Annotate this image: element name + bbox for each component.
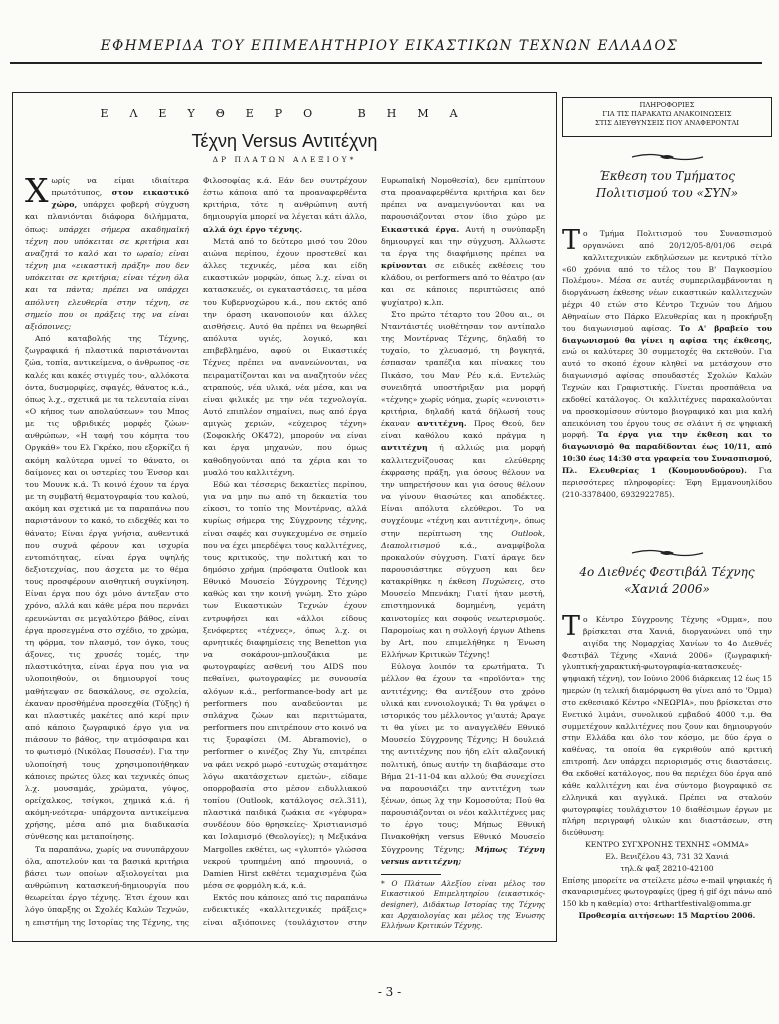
text: ωρίς να είμαι ιδιαίτερα πρωτότυπος,: [51, 176, 189, 198]
drop-cap: Τ: [562, 225, 581, 256]
text: σε ειδικές εκθέσεις του κλάδου, οι performers από το θέατρο (αν και σε κάποιες περιπτώσεις από ψυχίατρο) κ.λπ.: [381, 261, 545, 307]
masthead-rule: [10, 62, 762, 64]
text: στον εικαστικό χώρο,: [51, 188, 189, 210]
deadline: Προθεσμία αιτήσεων: 15 Μαρτίου 2006.: [578, 911, 756, 921]
text: Στο πρώτο τέταρτο του 20ου αι., οι Νταντάιστές υιοθέτησαν τον αντίπαλο της Μοντέρνας Τέχνης, δηλαδή το τυχαίο, το χλευασμό, τη βογκητά, έσπασαν τραπέζια και πίνακες του Πικάσο, του Μαν Ρέυ κ.ά. Εντελώς συνειδητά υποστήριξαν μια μορφή «τέχνης» χωρίς νόημα, χωρίς «εννοιστι» κριτήρια, δηλαδή κατά δήλωσή τους έκαναν: [381, 309, 545, 429]
article-body: [25, 171, 545, 935]
paragraph: [381, 661, 545, 868]
text: Για περισσότερες πληροφορίες: Έφη Εμμανουηλίδου (210-3378400, 6932922785).: [562, 465, 772, 499]
paragraph: Μετά από το δεύτερο μισό του 20ου αιώνα περίπου, έχουν προστεθεί και άλλες τεχνικές, μέσα και είδη εικαστικών μορφών, όπως λ.χ. είναι οι κατασκευές, οι εγκαταστάσεις, τα μέσα του Κυβερνοχώρου κ.ά., που εκτός από την όραση ικανοποιούν και άλλες αισθήσεις. Αυτό θα πρέπει να θεωρηθεί απόλυτα υγιές, λογικό, και επιβεβλημένο, αφού οι Εικαστικές Τέχνες πρέπει να ανανεώνονται, να πειραματίζονται και να αναζητούν νέες ατραπούς, νέα υλικά, νέα μέσα, και να είναι φιλικές με την νέα τεχνολογία. Αυτό επιπλέον σημαίνει, πως από έργα αμιγώς χεριών, «εύχειρος τέχνη» (Σοφοκλής ΟΚ472), μπορούν να είναι και έργα μηχανών, που όμως καθοδηγούνται από τα χέρια και το μυαλό του καλλιτέχνη.: [203, 236, 367, 477]
text: Εύλογα λοιπόν τα ερωτήματα. Τι μέλλον θα έχουν τα «προϊόντα» της αντιτέχνης; Θα αντέξουν στο χρόνο υλικά και εννοιολογικά; Τι θα γράψει ο ιστορικός του μέλλοντος γι'αυτά; Άραγε τι θα γίνει με το αναγγελθέν Εθνικό Μουσείο Σύγχρονης Τέχνης; Η δουλειά της αντιτέχνης που ήδη ελίτ αλαζονική πολιτική, όπως αυτήν τη διαβάσαμε στο Βήμα 21-11-04 και αλλού; Θα συνεχίσει να παρουσιάζει την αντιτέχνη των ξένων, όπως λχ την Κομοσούτα; Πού θα παρουσιάζονται οι νέοι καλλιτέχνες μας το έργο τους; Μήπως Εθνική Πινακοθήκη versus Εθνικό Μουσείο Σύγχρονης Τέχνης;: [381, 662, 545, 854]
paragraph: Εδώ και τέσσερις δεκαετίες περίπου, για να μην πω από τη δεκαετία του είκοσι, το τοπίο της Μοντέρνας, αλλά κυρίως σήμερα της Σύγχρονης τέχνης, είναι σαφές και συγκεχυμένο σε σημείο που να έχει μπερδέψει τους καλλιτέχνες, τους κριτικούς, την πολιτική και το δημόσιο χρήμα (πρόσφατα Outlook και Εθνικό Μουσείο Σύγχρονης Τέχνης) καθώς και την κοινή γνώμη. Στο χώρο των Εικαστικών Τεχνών έχουν εντρυφήσει και «άλλοι είδους ξενόφερτες «τέχνες», όπως λ.χ. οι αρνητικές διαφημίσεις της Benetton για να σοκάρουν-μπλουζάκια με φωτογραφίες ασθενή του AIDS που πεθαίνει, φωτογραφίες με συνουσία αλόγων κ.ά., performance-body art με performers που αναδεύονται με σπλάχνα ζώων και περιττώματα, performers που επιτρέπουν στο κοινό να τις ξυραφίσει (M. Abramovic), ο performer ο κινέζος Zhy Yu, επιτρέπει να φάει νεκρό μωρό -ευτυχώς σταμάτησε λόγω ακατάσχετων εμετών-, είδαμε οπορροβασία στο μέσον ειδυλλιακού τοπίου (Outlook, κατάλογος σελ.311), πλαστικά παιδικά ζωάκια σε «γέφυρα» συνδέουν δύο θρησκείες- Χριστιανισμό και Ισλαμισμό (Θεολογίες); η Μεξικάνα Margolles εκθέτει, ως «γλυπτό» γλώσσα νεκρού τρυπημένη από πηρουνιά, ο Damien Hirst εκθέτει τεμαχισμένα ζώα μέσα σε φορμόλη κ.ά, κ.ά.: [203, 479, 367, 891]
byline: ΔΡ ΠΛΑΤΩΝ ΑΛΕΞΙΟΥ*: [212, 155, 357, 164]
sidebar-heading: [562, 168, 772, 202]
notice-line: ΣΤΙΣ ΔΙΕΥΘΥΝΣΕΙΣ ΠΟΥ ΑΝΑΦΕΡΟΝΤΑΙ: [594, 119, 740, 128]
heading-line: Έκθεση του Τμήματος: [599, 169, 735, 183]
address-line: Ελ. Βενιζέλου 43, 731 32 Χανιά: [605, 851, 729, 861]
text: , στο Μουσείο Μπενάκη; Γιατί ήταν μεστή, επιστημονικά δομημένη, γεμάτη καινοτομίες και σοφούς νεωτερισμούς. Παρομοίως και η συλλογή έργων Athens by Art, που επιμελήθηκε η Ένωση Ελλήνων Κριτικών Τέχνης!: [381, 577, 545, 660]
text: Εκτός που κάποιες από τις παραπάνω ενδεικτικές «καλλιτεχνικές πράξεις» είναι αξιόποινες (τουλάχιστον στην Ευρωπαϊκή Νομοθεσία), δεν εμπίπτουν στα προαναφερθέντα κριτήρια και δεν πρέπει να αναμειγνύονται και να παρουσιάζονται στον ίδιο χώρο με: [203, 176, 545, 927]
text: Τα έργα για την έκθεση και το διαγωνισμό θα παραδίδονται έως 10/11, από 10:30 έως 14:30 στα γραφεία του Συνασπισμού, Πλ. Ελευθερίας 1 (Κουμουνδούρου).: [562, 430, 772, 475]
text: υπάρχει φοβερή σύγχυση και πλανιόνται διάφορα διλήμματα, όπως:: [25, 200, 189, 234]
notice-box: [562, 97, 772, 137]
text: Το Α' βραβείο του διαγωνισμού θα γίνει η αφίσα της έκθεσης,: [562, 323, 772, 345]
masthead: ΕΦΗΜΕΡΙΔΑ ΤΟΥ ΕΠΙΜΕΛΗΤΗΡΙΟΥ ΕΙΚΑΣΤΙΚΩΝ ΤΕΧΝΩΝ ΕΛΛΑΔΟΣ: [100, 38, 679, 54]
notice-line: ΓΙΑ ΤΙΣ ΠΑΡΑΚΑΤΩ ΑΝΑΚΟΙΝΩΣΕΙΣ: [602, 110, 732, 119]
text: αντιτέχνη.: [417, 419, 467, 429]
footnote-rule: [381, 874, 441, 875]
text: κρίνονται: [381, 261, 427, 271]
article-title: Τέχνη Versus Αντιτέχνη: [191, 131, 378, 151]
footnote: * Ο Πλάτων Αλεξίου είναι μέλος του Εικαστικού Επιμελητηρίου (εικαστικός-designer), Διδάκτωρ Ιστορίας της Τέχνης και Αρχαιολογίας και μέλος της Ένωσης Ελλήνων Κριτικών Τέχνης.: [381, 878, 545, 931]
notice-line: ΠΛΗΡΟΦΟΡΙΕΣ: [639, 101, 695, 109]
drop-cap: Τ: [562, 611, 581, 642]
text: ο Κέντρο Σύγχρονης Τέχνης «Όμμα», που βρίσκεται στα Χανιά, διοργανώνει υπό την αιγίδα της Νομαρχίας Χανίων το 4ο Διεθνές Φεστιβάλ Τέχνης «Χανιά 2006» (ζωγραφική-γλυπτική-χαρακτική-φωτογραφία-κατασκευές-ψηφιακή τέχνη), τον Ιούνιο 2006 διάρκειας 12 έως 15 ημερών (η τελική διαμόρφωση θα γίνει από το 'Όμμα) στο εκθεσιακό Κέντρο «ΝΕΩΡΙΑ», που βρίσκεται στο Ενετικό λιμάνι, συνολικού εμβαδού 4000 τ.μ. Θα συμμετέχουν καλλιτέχνες που ζουν και δημιουργούν στην Ελλάδα και όλο τον κόσμο, με δύο έργα ο καθένας, τα οποία θα εγκριθούν από κριτική επιτροπή. Δεν υπάρχει περιορισμός στις διαστάσεις. Θα εκδοθεί κατάλογος, που θα περιέχει δύο έργα από κάθε καλλιτέχνη και ένα σύντομο βιογραφικό σε ελληνικά και αγγλικά. Πρέπει να σταλούν φωτογραφίες τουλάχιστον 10 διαθέσιμων έργων με πλήρη περιγραφή υλικών και διαστάσεων, στη διεύθυνση:: [562, 615, 772, 838]
paragraph: Επίσης μπορείτε να στείλετε μέσω e-mail ψηφιακές ή σκαναρισμένες φωτογραφίες (jpeg ή gif όχι πάνω από 150 kb η καθεμία) στο: 4rthartfestival@omma.gr: [562, 875, 772, 909]
text: ο Τμήμα Πολιτισμού του Συνασπισμού οργανώνει από 20/12/05-8/01/06 σειρά καλλιτεχνικών εκδηλώσεων με κεντρικό τίτλο «60 χρόνια από το τέλος του Β' Παγκοσμίου Πολέμου». Μέσα σε αυτές συμπεριλαμβάνονται η διοργάνωση έκθεσης νέων εικαστικών καλλιτεχνών μέχρι 40 ετών στο Κέντρο Τεχνών του Δήμου Αθηναίων στο Πάρκο Ελευθερίας και η προκήρυξη του διαγωνισμού αφίσας.: [562, 229, 772, 333]
text: Τα παραπάνω, χωρίς να συνυπάρχουν όλα, αποτελούν και τα βασικά κριτήρια βάσει των οποίων αξιολογείται μια ανθρώπινη κατασκευή-δημιουργία που θεωρείται έργο τέχνης. Έτσι έχουν και λόγο ύπαρξης οι Σχολές Καλών Τεχνών, η επιστήμη της Ιστορίας της Τέχνης, της Φιλοσοφίας κ.ά. Εάν δεν συντρέχουν έστω κάποια από τα προαναφερθέντα κριτήρια, τότε η ανθρώπινη αυτή δημιουργία μπορεί να λέγεται κάτι άλλο,: [25, 176, 367, 927]
text: Outlook, Διαπολιτισμού: [381, 528, 545, 550]
heading-line: «Χανιά 2006»: [624, 581, 710, 596]
text: αλλά όχι έργο τέχνης.: [203, 224, 303, 234]
text: Πυχώσεις: [482, 577, 522, 587]
main-article: [12, 92, 557, 942]
heading-line: 4ο Διεθνές Φεστιβάλ Τέχνης: [579, 565, 755, 579]
drop-cap: Χ: [25, 171, 49, 210]
paragraph: [25, 171, 189, 333]
sidebar-article-syn: [562, 225, 772, 500]
ornament-divider: [630, 548, 705, 558]
text: Αυτή η συνύπαρξη δημιουργεί και την σύγχυση. Άλλωστε τα έργα της διαφήμισης πρέπει να: [381, 224, 545, 258]
paragraph: Από καταβολής της Τέχνης, ζωγραφικά ή πλαστικά παριστάνονται ζώα, τοπία, αντικείμενα, ο άνθρωπος -σε καλές και κακές στιγμές του-, αλλόκοτα όντα, δυσμορφίες, σφαγές, θάνατος κ.ά., όπως λ.χ., σχετικά με τα τελευταία είναι «Ο κήπος των απολαύσεων» του Μπος με τις υβριδικές μορφές ζώων-ανθρώπων, «Η ταφή του κόμητα του Οργκάθ» του Ελ Γκρέκο, που εξορκίζει ή ακόμη καλύτερα υμνεί το θάνατο, οι δαίμονες και οι υστερίες του Ένσορ και του Μουνκ κ.ά. Τι κοινό έχουν τα έργα με τη συμβατή θεματογραφία του καλού, ακόμη και σχετικά με τα παραπάνω που παριστάνουν το κακό, το ειδεχθές και το θάνατο; Είναι έργα γνήσια, αυθεντικά που συχνά φέρουν και ισχυρία εντοπιότητας, είναι έργα υψηλής δεξιοτεχνίας, που άσχετα με το θέμα τους προσφέρουν αισθητική συγκίνηση. Είναι έργα που όχι μόνο άντεξαν στο χρόνο, αλλά και κάθε μέρα που περνάει ερευνώνται σε μεγαλύτερο βάθος, είναι έργα προσεγμένα στο σχέδιο, το χρώμα, τη φόρμα, τον πλασμό, τον όγκο, τους άξονες, τις χρυσές τομές, την πλαστικότητα, είναι έργα που για να υλοποιηθούν, οι δημιουργοί τους μαθήτεψαν σε δασκάλους, σε σχολεία, έκαναν προσθήμένα προσεχθία (Τύξης) ή και πλαστικές μακέτες από κερί πριν από κάποιο ζωγραφικό έργο για να πιάσουν το βάθος, την ατμόσφαιρα και το φωτισμό (Νικόλας Πουσσέν). Για την υλοποίησή τους χρησιμοποιήθηκαν κάποιες πρώτες ύλες και τεχνικές όπως λ.χ. μουσαμάς, χρώματα, γύψος, ορείχαλκος, τσίγκοι, χημικά κ.ά. ή ακόμη-νεότερα- υπάρχοντα αντικείμενα χρήσης, μέσα από μια διαδικασία σύνθεσης και μεταποίησης.: [25, 334, 189, 842]
page-number: - 3 -: [377, 985, 402, 999]
section-title: ΕΛΕΥΘΕΡΟ ΒΗΜΑ: [100, 107, 479, 120]
heading-line: Πολιτισμού του «ΣΥΝ»: [595, 185, 739, 200]
text: αντιτέχνη: [381, 443, 428, 453]
text: ή αλλιώς μια μορφή καλλιτεχνίζουσας και ελεύθερης έκφρασης πράξη, για όσους θέλουν να την υπηρετήσουν και για όσους θέλουν να γίνουν θιασώτες και αποδέκτες. Είναι απόλυτα ελεύθεροι. Το να συγχέουμε «τέχνη και αντιτέχνη», όπως στην περίπτωση της: [381, 443, 545, 538]
paragraph: [562, 225, 772, 500]
ornament-divider: [630, 152, 705, 162]
text: Μήπως Τέχνη versus αντιτέχνη;: [381, 844, 545, 866]
text: ενώ οι καλύτερες 30 συμμετοχές θα εκτεθούν. Για αυτό το σκοπό έχουν κληθεί να μετάσχουν στο διαγωνισμό αφίσας σπουδαστές Σχολών Καλών Τεχνών και Γραφιστικής. Γίνεται προσπάθεια να εκδοθεί κατάλογος. Οι καλλιτέχνες παρακαλούνται να προσκομίσουν σύντομο βιογραφικό και μια καλή απεικόνιση του έργου τους σε σλάιντ ή σε ψηφιακή μορφή.: [562, 347, 772, 440]
sidebar-heading: [562, 564, 772, 598]
text: κ.ά., αναμφίβολα προκαλούν σύγχυση. Γιατί άραγε δεν παρουσιάστηκε σύγχυση και δεν κατακρίθηκε η έκθεση: [381, 540, 545, 587]
paragraph: [381, 309, 545, 662]
text: Προς Θεού, δεν είναι καθόλου κακό πράγμα η: [381, 419, 545, 441]
paragraph: [562, 611, 772, 839]
text: Εικαστικά έργα.: [381, 224, 460, 234]
address-line: ΚΕΝΤΡΟ ΣΥΓΧΡΟΝΗΣ ΤΕΧΝΗΣ «ΟΜΜΑ»: [585, 840, 749, 850]
text: υπάρχει σήμερα ακαδημαϊκή τέχνη που υπόκειται σε κριτήρια και αναζητά το καλό και το ωραίο; είναι τέχνη μια «εικαστική πράξη» που δεν υπόκειται σε κριτήρια; είναι τέχνη όλα και τα πάντα; πρέπει να υπάρχει απόλυτη ελευθερία στην τέχνη, σε σημείο που οι πράξεις της να είναι αξιόποινες;: [25, 224, 189, 331]
address-line: τηλ.& φαξ 28210-42100: [620, 863, 714, 873]
sidebar-article-chania: [562, 611, 772, 922]
